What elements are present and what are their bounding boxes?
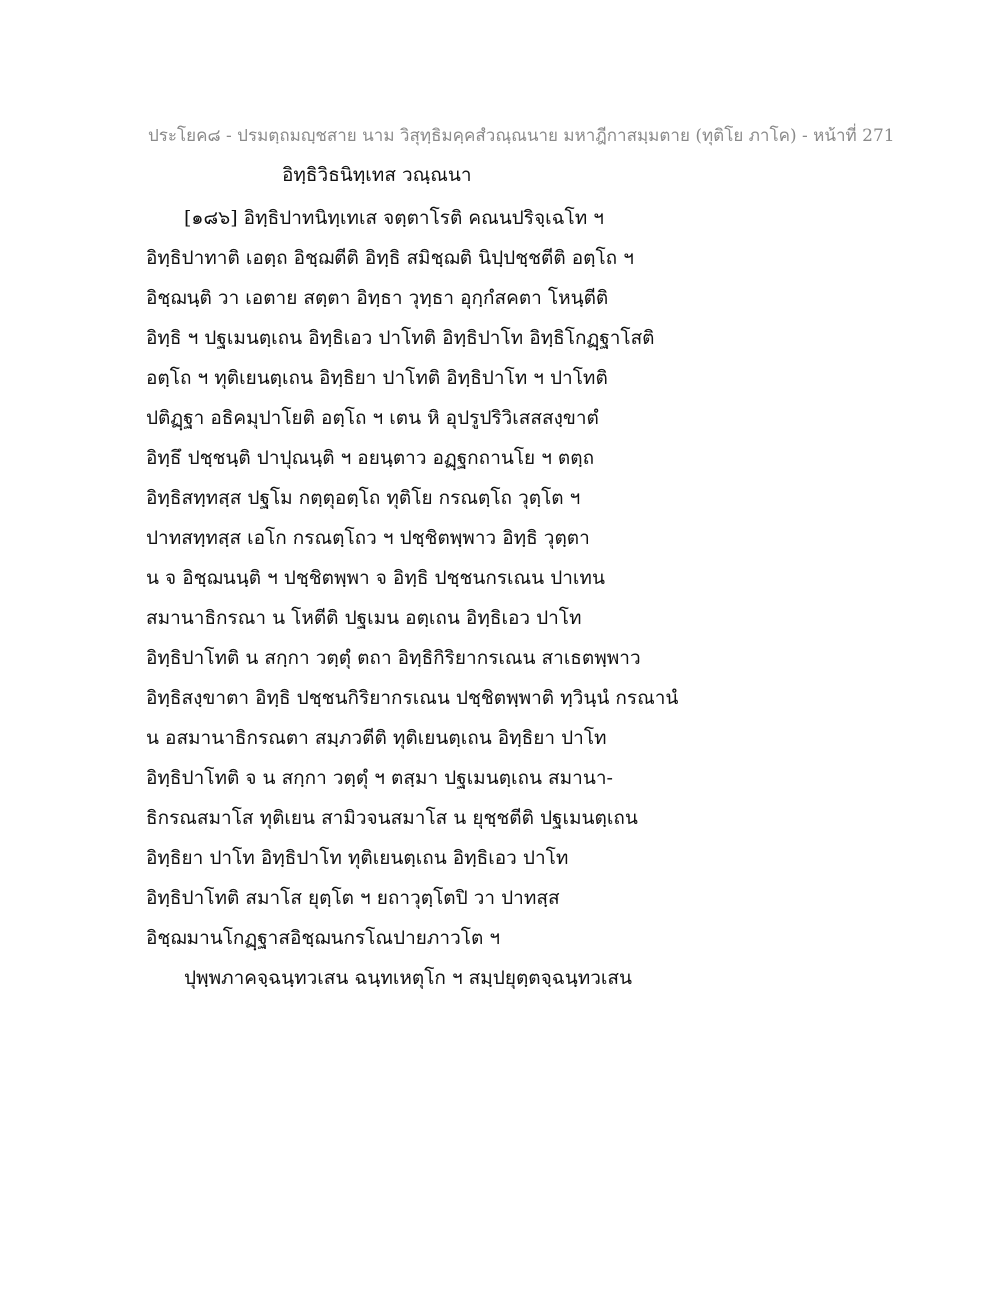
- text-line: อิทฺธิ ฯ ปฐเมนตฺเถน อิทฺธิเอว ปาโทติ อิทฺธิปาโท อิทฺธิโกฏฺฐาโสติ: [146, 327, 655, 349]
- text-line: สมานาธิกรณา น โหตีติ ปฐเมน อตฺเถน อิทฺธิเอว ปาโท: [146, 607, 582, 629]
- text-line: อิทฺธึ ปชฺชนฺติ ปาปุณนฺติ ฯ อยนฺตาว อฏฺฐกถานโย ฯ ตตฺถ: [146, 447, 595, 469]
- text-line: อตฺโถ ฯ ทุติเยนตฺเถน อิทฺธิยา ปาโทติ อิทฺธิปาโท ฯ ปาโทติ: [146, 367, 608, 389]
- text-line: อิทฺธิปาโทติ น สกฺกา วตฺตุํ ตถา อิทฺธิกิริยากรเณน สาเธตพฺพาว: [146, 647, 641, 669]
- body-text: [146, 198, 846, 998]
- text-line: อิชฺฌมานโกฏฺฐาสอิชฺฌนกรโณปายภาวโต ฯ: [146, 927, 500, 949]
- text-line: อิทฺธิปาโทติ สมาโส ยุตฺโต ฯ ยถาวุตฺโตปิ วา ปาทสฺส: [146, 887, 560, 909]
- section-title: อิทฺธิวิธนิทฺเทส วณฺณนา: [282, 164, 472, 186]
- text-line: น อสมานาธิกรณตา สมฺภวตีติ ทุติเยนตฺเถน อิทฺธิยา ปาโท: [146, 727, 607, 749]
- text-line: อิทฺธิปาโทติ จ น สกฺกา วตฺตุํ ฯ ตสฺมา ปฐเมนตฺเถน สมานา-: [146, 767, 613, 789]
- text-line: อิทฺธิปาทาติ เอตฺถ อิชฺฌตีติ อิทฺธิ สมิชฺฌติ นิปฺปชฺชตีติ อตฺโถ ฯ: [146, 247, 634, 269]
- text-line: ปุพฺพภาคจฺฉนฺทวเสน ฉนฺทเหตุโก ฯ สมฺปยุตฺตจฺฉนฺทวเสน: [184, 967, 632, 989]
- text-line: ธิกรณสมาโส ทุติเยน สามิวจนสมาโส น ยุชฺชตีติ ปฐเมนตฺเถน: [146, 807, 638, 829]
- page-header: ประโยค๘ - ปรมตฺถมญฺชสาย นาม วิสุทฺธิมคฺคสํวณฺณนาย มหาฎีกาสมฺมตาย (ทุติโย ภาโค) - หน้าที่ 271: [148, 126, 895, 146]
- text-line: ปติฏฺฐา อธิคมุปาโยติ อตฺโถ ฯ เตน หิ อุปรูปริวิเสสสงฺขาตํ: [146, 407, 599, 429]
- text-line: น จ อิชฺฌนนฺติ ฯ ปชฺชิตพฺพา จ อิทฺธิ ปชฺชนกรเณน ปาเทน: [146, 567, 605, 589]
- text-line: [๑๘๖] อิทฺธิปาทนิทฺเทเส จตฺตาโรติ คณนปริจฺเฉโท ฯ: [184, 207, 604, 229]
- text-line: อิทฺธิสงฺขาตา อิทฺธิ ปชฺชนกิริยากรเณน ปชฺชิตพฺพาติ ทฺวินฺนํ กรณานํ: [146, 687, 679, 709]
- text-line: อิทฺธิยา ปาโท อิทฺธิปาโท ทุติเยนตฺเถน อิทฺธิเอว ปาโท: [146, 847, 569, 869]
- text-line: อิชฺฌนฺติ วา เอตาย สตฺตา อิทฺธา วุทฺธา อุกฺกํสคตา โหนฺตีติ: [146, 287, 609, 309]
- text-line: อิทฺธิสทฺทสฺส ปฐโม กตฺตุอตฺโถ ทุติโย กรณตฺโถ วุตฺโต ฯ: [146, 487, 581, 509]
- text-line: ปาทสทฺทสฺส เอโก กรณตฺโถว ฯ ปชฺชิตพฺพาว อิทฺธิ วุตฺตา: [146, 527, 590, 549]
